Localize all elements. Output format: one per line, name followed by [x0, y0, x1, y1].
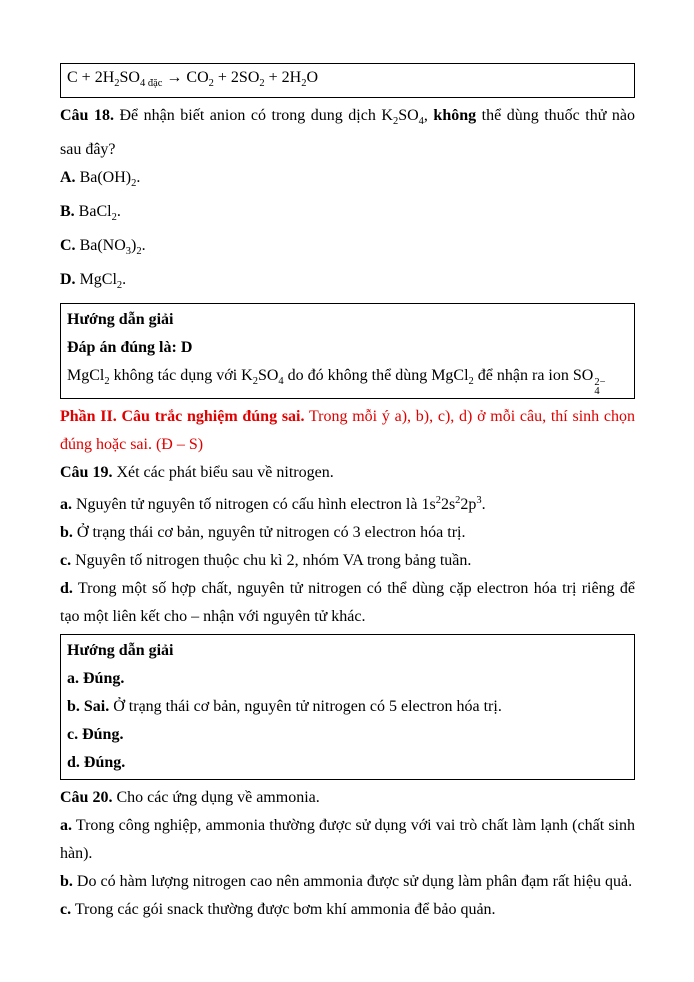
solution-explanation: MgCl$_2$ không tác dụng với $K_2SO_4$ do đó không thể dùng MgCl$_2$ để nhận ra ion SO 2− 4	[67, 367, 606, 397]
question-18-option-b: B. BaCl$_2$.	[60, 203, 121, 223]
solution-heading: Hướng dẫn giải	[67, 642, 174, 659]
question-20-text: Câu 20. Cho các ứng dụng về ammonia.	[60, 789, 320, 806]
solution-box-question-18	[60, 303, 635, 399]
question-19-statement-a: a. Nguyên tử nguyên tố nitrogen có cấu hình electron là $1s^22s^22p^3$.	[60, 495, 486, 513]
solution-item-a: a. Đúng.	[67, 670, 125, 687]
solution-answer: Đáp án đúng là: D	[67, 339, 193, 356]
question-20-statement-b: b. Do có hàm lượng nitrogen cao nên ammonia được sử dụng làm phân đạm rất hiệu quả.	[60, 873, 633, 890]
solution-item-b: b. Sai. Ở trạng thái cơ bản, nguyên tử nitrogen có 5 electron hóa trị.	[67, 698, 502, 715]
solution-item-d: d. Đúng.	[67, 754, 126, 771]
question-19-statement-d: d. Trong một số hợp chất, nguyên tử nitrogen có thể dùng cặp electron hóa trị riêng để tạo một liên kết cho – nhận với nguyên tử khác.	[60, 580, 635, 625]
part-2-section-header: Phần II. Câu trắc nghiệm đúng sai. Trong mỗi ý a), b), c), d) ở mỗi câu, thí sinh chọn đúng hoặc sai. (Đ – S)	[60, 408, 636, 453]
solution-item-c: c. Đúng.	[67, 726, 124, 743]
question-18-option-d: D. MgCl$_2$.	[60, 271, 127, 291]
solution-box-question-19	[60, 634, 635, 780]
question-18-option-a: A. $Ba(OH)_2$.	[60, 169, 141, 189]
chemical-equation: $C + 2H_2SO_{4 đặc} \to CO_2 + 2SO_2 + 2H_2O$	[67, 69, 319, 89]
question-19-text: Câu 19. Xét các phát biểu sau về nitrogen.	[60, 464, 334, 481]
solution-heading: Hướng dẫn giải	[67, 311, 174, 328]
question-20-statement-c: c. Trong các gói snack thường được bơm khí ammonia để bảo quản.	[60, 901, 496, 918]
question-19-statement-c: c. Nguyên tố nitrogen thuộc chu kì 2, nhóm VA trong bảng tuần.	[60, 552, 472, 569]
question-18-text: Câu 18. Để nhận biết anion có trong dung dịch $K_2SO_4$, không thể dùng thuốc thử nào sau đây?	[60, 107, 636, 158]
equation-box	[60, 63, 635, 98]
question-18-option-c: C. $Ba(NO_3)_2$.	[60, 237, 146, 257]
question-20-statement-a: a. Trong công nghiệp, ammonia thường được sử dụng với vai trò chất làm lạnh (chất sinh hàn).	[60, 817, 635, 862]
question-19-statement-b: b. Ở trạng thái cơ bản, nguyên tử nitrogen có 3 electron hóa trị.	[60, 524, 466, 541]
